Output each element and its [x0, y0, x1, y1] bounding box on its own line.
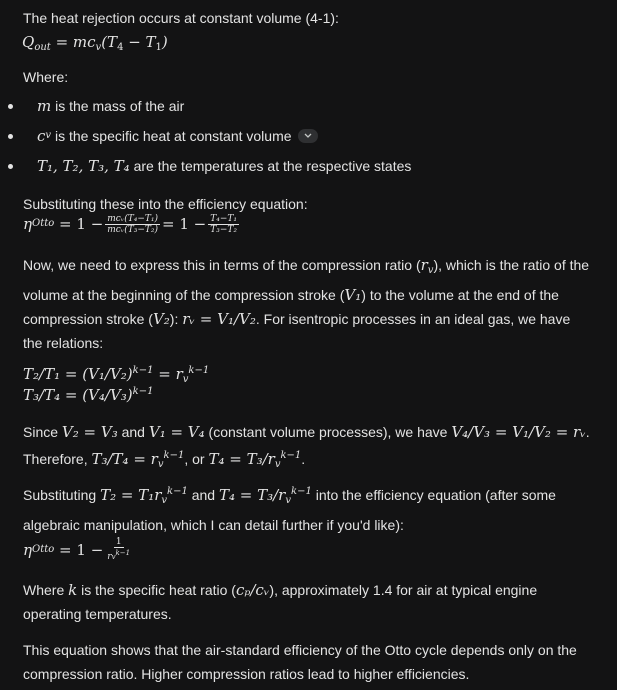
- where-k-text: Where k is the specific heat ratio (cₚ/cᵥ), approximately 1.4 for air at typical engine operating temperatures.: [23, 581, 538, 622]
- expand-chevron-button[interactable]: [298, 129, 318, 143]
- final-efficiency-equation: η Otto = 1 − $\frac{1}{rv^{k-1}}$: [23, 537, 131, 562]
- bullet-dot: [8, 134, 13, 139]
- compression-ratio-text: Now, we need to express this in terms of the compression ratio $(r_v)$, which is the ratio of the volume at the beginning of the compression stroke (V₁) to the volume at the end of the compression stroke (V₂): rᵥ = V₁/V₂. For isentropic processes in an ideal gas, we have the relations:: [23, 256, 590, 351]
- bullet-specific-heat: c v is the specific heat at constant volume: [0, 124, 318, 148]
- qout-equation: $Q_{out} = mc_v(T_4 - T_1)$: [22, 33, 168, 53]
- bullet-temperatures: T₁, T₂, T₃, T₄ are the temperatures at the respective states: [0, 154, 411, 178]
- bullet-mass: m is the mass of the air: [0, 94, 184, 118]
- conclusion-text: This equation shows that the air-standard efficiency of the Otto cycle depends only on the compression ratio. Higher compression ratios lead to higher efficiencies.: [23, 642, 577, 682]
- substituting-2-text: Substituting $T_2 = T_1r_v^{k-1}$ and $T_4 = T_3/r_v^{k-1}$ into the efficiency equation (after some algebraic manipulation, which I can detail further if you'd like):: [23, 486, 556, 533]
- since-text: Since V₂ = V₃ and V₁ = V₄ (constant volume processes), we have V₄/V₃ = V₁/V₂ = rᵥ. Therefore, $T_3/T_4 = r_v^{k-1}$, or $T_4 = T_3/r_v^{k-1}$.: [23, 423, 590, 470]
- bullet-dot: [8, 104, 13, 109]
- where-label: Where:: [23, 69, 69, 85]
- isentropic-relation-1: $T_2/T_1 = (V_1/V_2)^{k-1} = r_v^{k-1}$: [23, 365, 210, 385]
- substituting-text: Substituting these into the efficiency equation:: [23, 196, 308, 212]
- isentropic-relation-2: $T_3/T_4 = (V_4/V_3)^{k-1}$: [23, 386, 154, 404]
- chevron-down-icon: [304, 133, 312, 139]
- efficiency-equation: η Otto = 1 − $\frac{\text{mcᵥ(T₄−T₁)}}{\text{mcᵥ(T₃−T₂)}}$ = 1 − $\frac{\text{T₄−T₁}}{\text{T₃−T₂}}$: [23, 213, 237, 235]
- bullet-dot: [8, 164, 13, 169]
- heat-rejection-text: The heat rejection occurs at constant volume (4-1):: [23, 10, 339, 26]
